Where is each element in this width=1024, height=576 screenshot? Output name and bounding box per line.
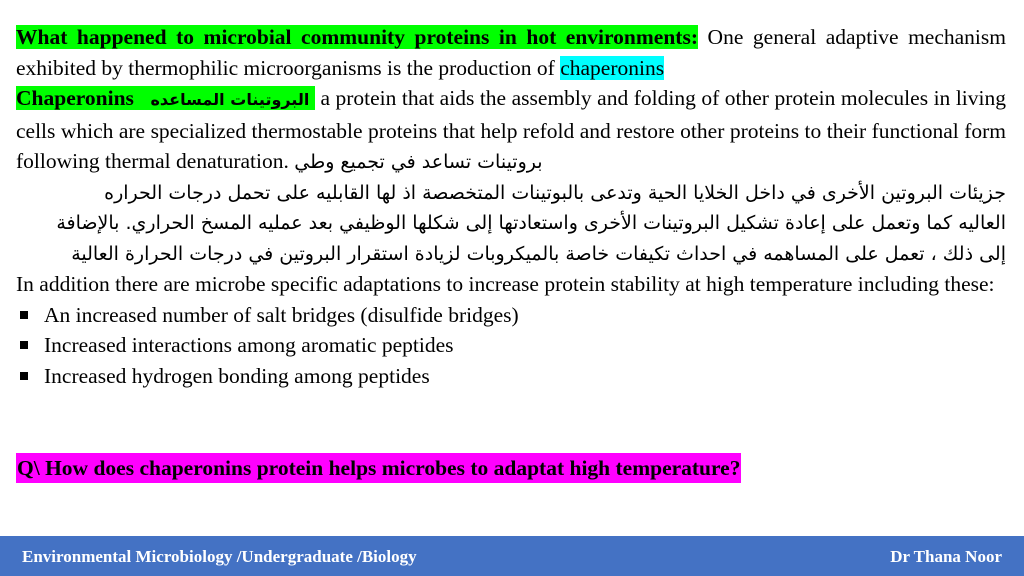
- square-bullet-icon: [20, 341, 28, 349]
- list-item: [16, 330, 1006, 361]
- author-label: Dr Thana Noor: [890, 547, 1002, 566]
- arabic-line-4: إلى ذلك ، تعمل على المساهمه في احداث تكيفات خاصة بالميكروبات لزيادة استقرار البروتين في درجات الحرارة العالية: [71, 242, 1006, 265]
- arabic-line-1: بروتينات تساعد في تجميع وطي: [294, 151, 543, 173]
- intro-paragraph: [16, 22, 1006, 178]
- square-bullet-icon: [20, 372, 28, 380]
- adaptations-list: [16, 300, 1006, 392]
- intro-text: One general adaptive mechanism exhibited by thermophilic microorganisms is the production of: [16, 25, 1006, 80]
- list-item-text: Increased hydrogen bonding among peptides: [44, 363, 430, 388]
- discussion-question: Q\ How does chaperonins protein helps microbes to adaptat high temperature?: [16, 453, 741, 483]
- chaperonins-term: [16, 86, 315, 110]
- list-item: [16, 361, 1006, 392]
- section-heading: What happened to microbial community proteins in hot environments:: [16, 25, 698, 49]
- slide-content: [16, 22, 1006, 391]
- course-label: Environmental Microbiology /Undergraduate /Biology: [22, 547, 417, 566]
- adaptations-paragraph: In addition there are microbe specific adaptations to increase protein stability at high temperature including these:: [16, 272, 995, 296]
- chaperonins-term-english: Chaperonins: [16, 86, 134, 110]
- chaperonins-definition: a protein that aids the assembly and folding of other protein molecules in living cells which are specialized thermostable proteins that help refold and restore other proteins to their functional form following thermal denaturation.: [16, 86, 1006, 173]
- list-item: [16, 300, 1006, 331]
- footer-bar: [0, 536, 1024, 576]
- list-item-text: An increased number of salt bridges (disulfide bridges): [44, 302, 519, 327]
- square-bullet-icon: [20, 311, 28, 319]
- list-item-text: Increased interactions among aromatic peptides: [44, 333, 454, 357]
- arabic-line-2: جزيئات البروتين الأخرى في داخل الخلايا الحية وتدعى بالبوتينات المتخصصة اذ لها القابليه على تحمل درجات الحراره: [104, 181, 1006, 204]
- chaperonins-term-arabic: البروتينات المساعده: [150, 90, 310, 109]
- chaperonins-highlight: chaperonins: [560, 55, 665, 80]
- arabic-line-3: العاليه كما وتعمل على إعادة تشكيل البروتينات الأخرى واستعادتها إلى شكلها الوظيفي بعد عمليه المسخ الحراري. بالإضافة: [56, 212, 1006, 234]
